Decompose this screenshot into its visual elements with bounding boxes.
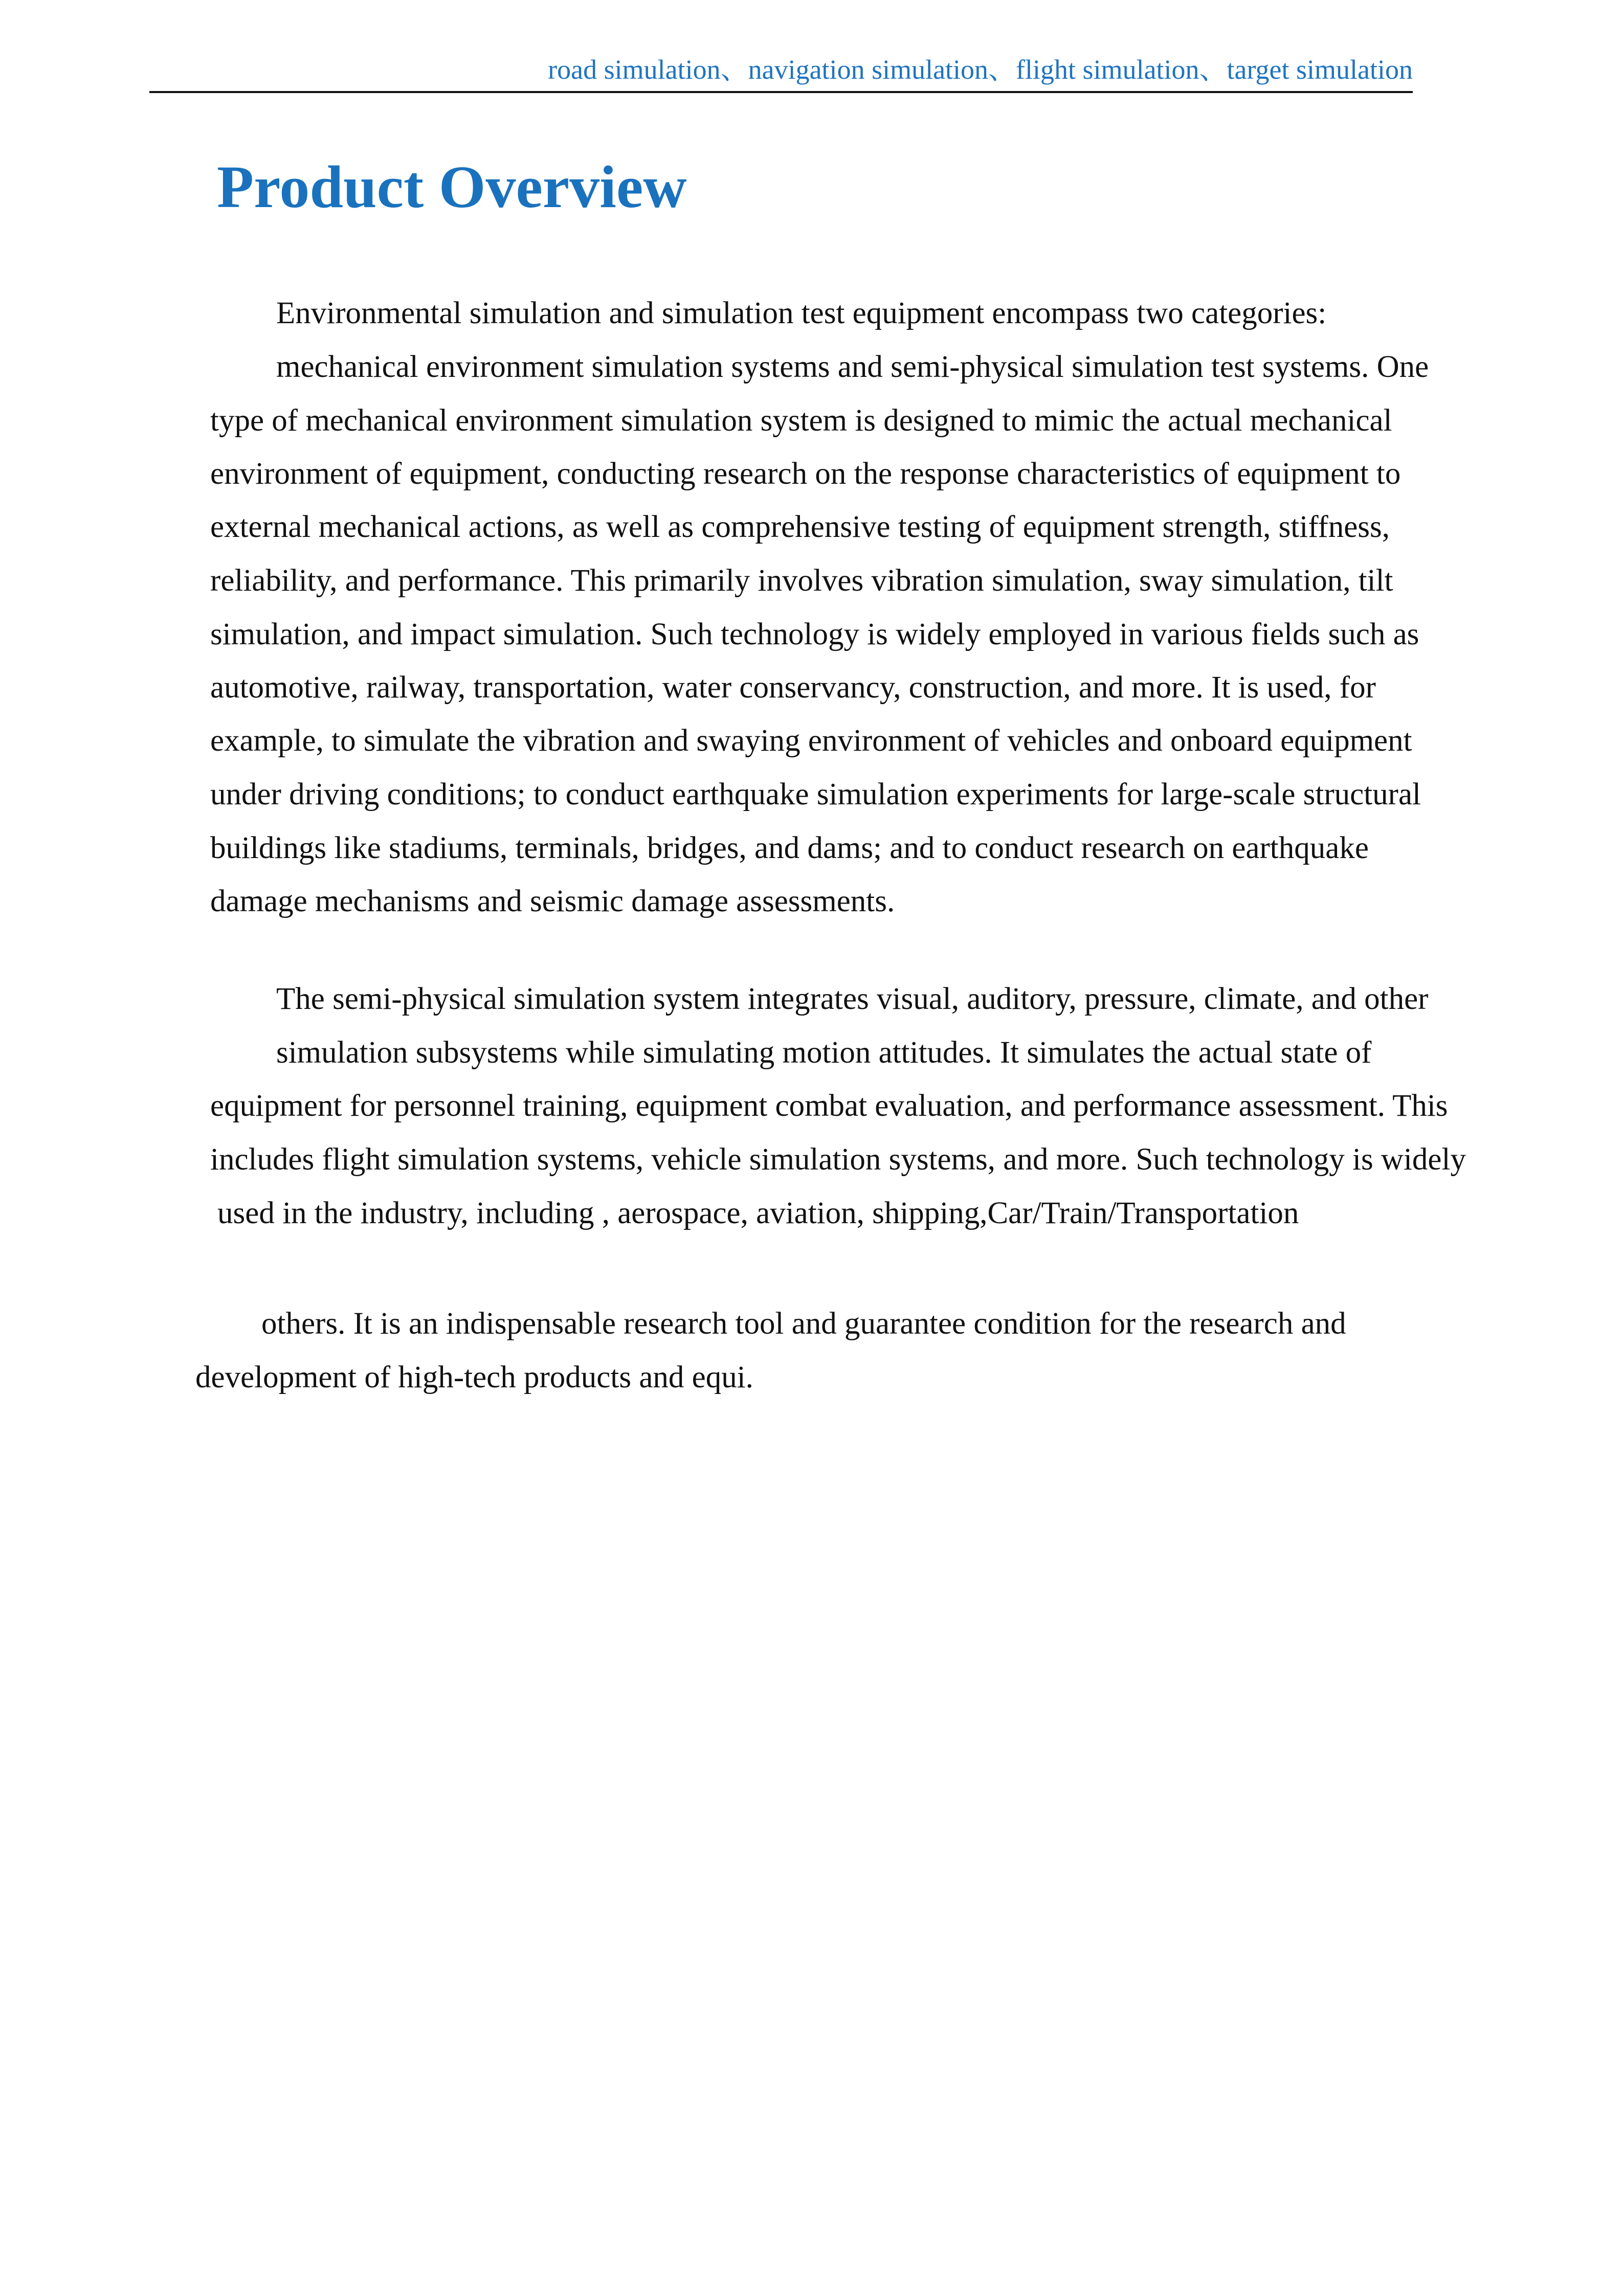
paragraph-line: example, to simulate the vibration and swaying environment of vehicles and onboard equipment <box>210 724 1412 758</box>
paragraph-line: type of mechanical environment simulation system is designed to mimic the actual mechanical <box>210 403 1392 438</box>
paragraph-line: reliability, and performance. This primarily involves vibration simulation, sway simulation, tilt <box>210 564 1393 598</box>
paragraph-line: includes flight simulation systems, vehicle simulation systems, and more. Such technology is widely <box>210 1142 1466 1177</box>
paragraph-line: mechanical environment simulation systems and semi-physical simulation test systems. One <box>276 350 1429 384</box>
paragraph-line: The semi-physical simulation system integrates visual, auditory, pressure, climate, and other <box>276 982 1429 1016</box>
header-divider <box>149 91 1413 93</box>
paragraph-line: external mechanical actions, as well as comprehensive testing of equipment strength, stiffness, <box>210 510 1390 544</box>
paragraph-line: automotive, railway, transportation, water conservancy, construction, and more. It is used, for <box>210 670 1376 705</box>
paragraph-line: buildings like stadiums, terminals, bridges, and dams; and to conduct research on earthquake <box>210 831 1369 865</box>
paragraph-line: under driving conditions; to conduct earthquake simulation experiments for large-scale structural <box>210 777 1421 812</box>
paragraph-line: Environmental simulation and simulation test equipment encompass two categories: <box>276 296 1327 330</box>
paragraph-line: used in the industry, including , aerospace, aviation, shipping,Car/Train/Transportation <box>217 1196 1299 1230</box>
paragraph-line: simulation subsystems while simulating motion attitudes. It simulates the actual state of <box>276 1036 1372 1070</box>
paragraph-line: environment of equipment, conducting research on the response characteristics of equipment to <box>210 457 1401 491</box>
paragraph-line: equipment for personnel training, equipment combat evaluation, and performance assessment. This <box>210 1089 1448 1123</box>
paragraph-line: others. It is an indispensable research tool and guarantee condition for the research and <box>261 1307 1346 1341</box>
section-title: Product Overview <box>217 153 687 220</box>
running-header <box>149 51 1413 92</box>
running-header-text: road simulation、navigation simulation、flight simulation、target simulation <box>548 54 1413 85</box>
paragraph-line: development of high-tech products and equi. <box>195 1360 753 1394</box>
paragraph-line: damage mechanisms and seismic damage assessments. <box>210 884 895 918</box>
paragraph-line: simulation, and impact simulation. Such technology is widely employed in various fields such as <box>210 617 1419 651</box>
